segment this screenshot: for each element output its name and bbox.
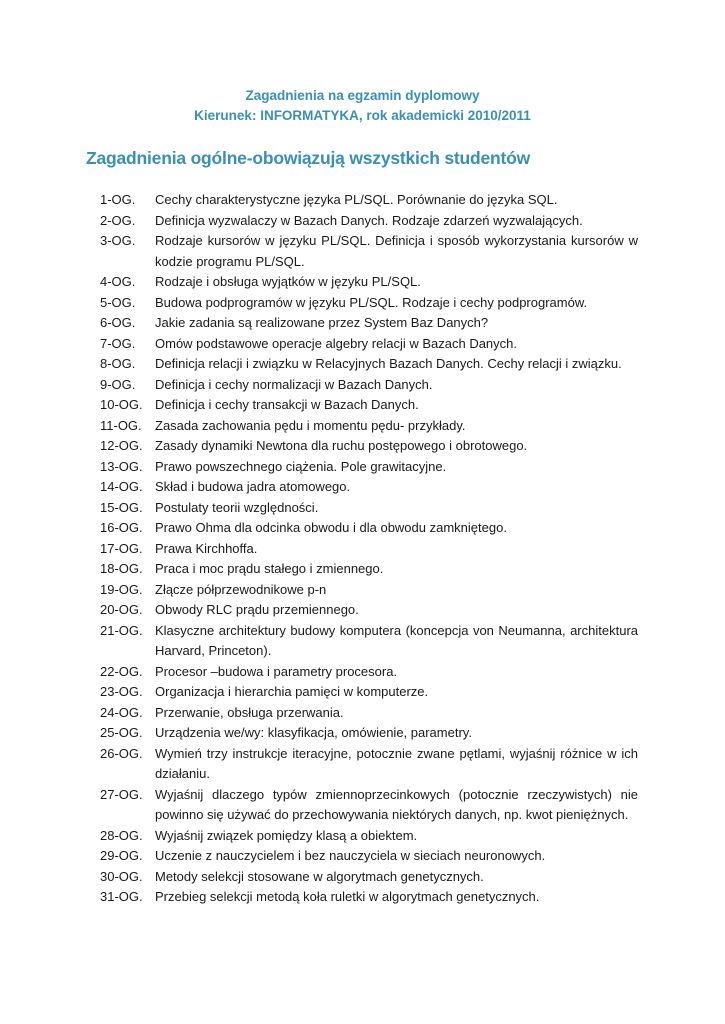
list-item <box>0 395 725 416</box>
list-item <box>0 334 725 355</box>
item-text: Procesor –budowa i parametry procesora. <box>155 663 398 679</box>
item-number: 17-OG. <box>100 540 143 556</box>
list-item <box>0 826 725 847</box>
item-text: Prawo powszechnego ciążenia. Pole grawitacyjne. <box>155 458 447 474</box>
item-number: 18-OG. <box>100 561 143 576</box>
list-item <box>0 723 725 744</box>
item-number: 23-OG. <box>100 684 143 699</box>
item-text: Obwody RLC prądu przemiennego. <box>155 602 359 617</box>
list-item <box>0 518 725 539</box>
item-text: Prawa Kirchhoffa. <box>155 540 258 556</box>
list-item <box>0 682 725 703</box>
item-text: Przerwanie, obsługa przerwania. <box>155 704 344 720</box>
item-number: 22-OG. <box>100 663 143 679</box>
item-number: 28-OG. <box>100 827 143 843</box>
item-number: 10-OG. <box>100 397 143 412</box>
list-item <box>0 457 725 478</box>
item-number: 20-OG. <box>100 602 143 617</box>
item-number: 19-OG. <box>100 581 143 597</box>
list-item <box>0 272 725 293</box>
item-number: 9-OG. <box>100 376 136 392</box>
list-item <box>0 580 725 601</box>
item-text: Urządzenia we/wy: klasyfikacja, omówienie, parametry. <box>155 725 472 740</box>
item-number: 4-OG. <box>100 274 136 289</box>
item-number: 27-OG. <box>100 786 143 802</box>
item-text: Zasada zachowania pędu i momentu pędu- przykłady. <box>155 417 466 433</box>
item-text: Uczenie z nauczycielem i bez nauczyciela w sieciach neuronowych. <box>155 848 546 863</box>
document-title: Zagadnienia na egzamin dyplomowy <box>245 88 480 103</box>
item-text: Praca i moc prądu stałego i zmiennego. <box>155 561 384 576</box>
item-text: Postulaty teorii względności. <box>155 499 319 515</box>
item-text: Wyjaśnij dlaczego typów zmiennoprzecinkowych (potocznie rzeczywistych) nie powinno się używać do przechowywania niektórych danych, np. kwot pieniężnych. <box>155 786 638 822</box>
list-item <box>0 231 725 272</box>
item-text: Definicja wyzwalaczy w Bazach Danych. Rodzaje zdarzeń wyzwalających. <box>155 212 583 228</box>
item-number: 25-OG. <box>100 725 143 740</box>
item-number: 13-OG. <box>100 458 143 474</box>
item-number: 24-OG. <box>100 704 143 720</box>
item-number: 3-OG. <box>100 233 136 248</box>
list-item <box>0 662 725 683</box>
list-item <box>0 744 725 785</box>
item-number: 7-OG. <box>100 335 136 351</box>
item-number: 31-OG. <box>100 889 143 904</box>
item-text: Złącze półprzewodnikowe p-n <box>155 581 327 597</box>
item-text: Prawo Ohma dla odcinka obwodu i dla obwodu zamkniętego. <box>155 520 507 535</box>
item-number: 21-OG. <box>100 622 143 638</box>
item-text: Organizacja i hierarchia pamięci w komputerze. <box>155 684 429 699</box>
item-number: 1-OG. <box>100 192 136 207</box>
list-item <box>0 375 725 396</box>
item-text: Skład i budowa jadra atomowego. <box>155 479 351 494</box>
list-item <box>0 703 725 724</box>
list-item <box>0 539 725 560</box>
list-item <box>0 498 725 519</box>
list-item <box>0 436 725 457</box>
list-item <box>0 559 725 580</box>
list-item <box>0 867 725 888</box>
list-item <box>0 846 725 867</box>
item-number: 15-OG. <box>100 499 143 515</box>
item-text: Zasady dynamiki Newtona dla ruchu postępowego i obrotowego. <box>155 438 528 453</box>
list-item <box>0 313 725 334</box>
item-text: Cechy charakterystyczne języka PL/SQL. Porównanie do języka SQL. <box>155 192 558 207</box>
item-number: 8-OG. <box>100 356 136 371</box>
item-number: 29-OG. <box>100 848 143 863</box>
item-number: 11-OG. <box>100 417 142 433</box>
item-text: Rodzaje i obsługa wyjątków w języku PL/SQL. <box>155 274 421 289</box>
item-text: Metody selekcji stosowane w algorytmach genetycznych. <box>155 868 484 884</box>
list-item <box>0 477 725 498</box>
list-item <box>0 785 725 826</box>
item-text: Budowa podprogramów w języku PL/SQL. Rodzaje i cechy podprogramów. <box>155 294 588 310</box>
item-text: Wymień trzy instrukcje iteracyjne, potocznie zwane pętlami, wyjaśnij różnice w ich działaniu. <box>155 745 638 781</box>
topics-list <box>0 190 725 908</box>
item-number: 6-OG. <box>100 315 136 330</box>
item-number: 12-OG. <box>100 438 143 453</box>
item-text: Definicja i cechy transakcji w Bazach Danych. <box>155 397 419 412</box>
list-item <box>0 416 725 437</box>
item-text: Definicja i cechy normalizacji w Bazach Danych. <box>155 376 433 392</box>
item-number: 2-OG. <box>100 212 136 228</box>
item-text: Jakie zadania są realizowane przez System Baz Danych? <box>155 315 489 330</box>
list-item <box>0 600 725 621</box>
item-text: Rodzaje kursorów w języku PL/SQL. Definicja i sposób wykorzystania kursorów w kodzie programu PL/SQL. <box>155 233 638 269</box>
list-item <box>0 190 725 211</box>
item-number: 5-OG. <box>100 294 136 310</box>
list-item <box>0 354 725 375</box>
list-item <box>0 887 725 908</box>
list-item <box>0 211 725 232</box>
document-subtitle: Kierunek: INFORMATYKA, rok akademicki 2010/2011 <box>194 108 531 123</box>
item-number: 26-OG. <box>100 745 143 761</box>
section-heading: Zagadnienia ogólne-obowiązują wszystkich studentów <box>86 148 531 168</box>
item-text: Przebieg selekcji metodą koła ruletki w algorytmach genetycznych. <box>155 889 540 904</box>
item-text: Omów podstawowe operacje algebry relacji w Bazach Danych. <box>155 335 518 351</box>
list-item <box>0 621 725 662</box>
item-number: 16-OG. <box>100 520 143 535</box>
item-text: Definicja relacji i związku w Relacyjnych Bazach Danych. Cechy relacji i związku. <box>155 356 622 371</box>
list-item <box>0 293 725 314</box>
item-number: 30-OG. <box>100 868 143 884</box>
item-text: Wyjaśnij związek pomiędzy klasą a obiektem. <box>155 827 418 843</box>
item-text: Klasyczne architektury budowy komputera (koncepcja von Neumanna, architektura Harvard, Princeton). <box>155 622 638 658</box>
item-number: 14-OG. <box>100 479 143 494</box>
